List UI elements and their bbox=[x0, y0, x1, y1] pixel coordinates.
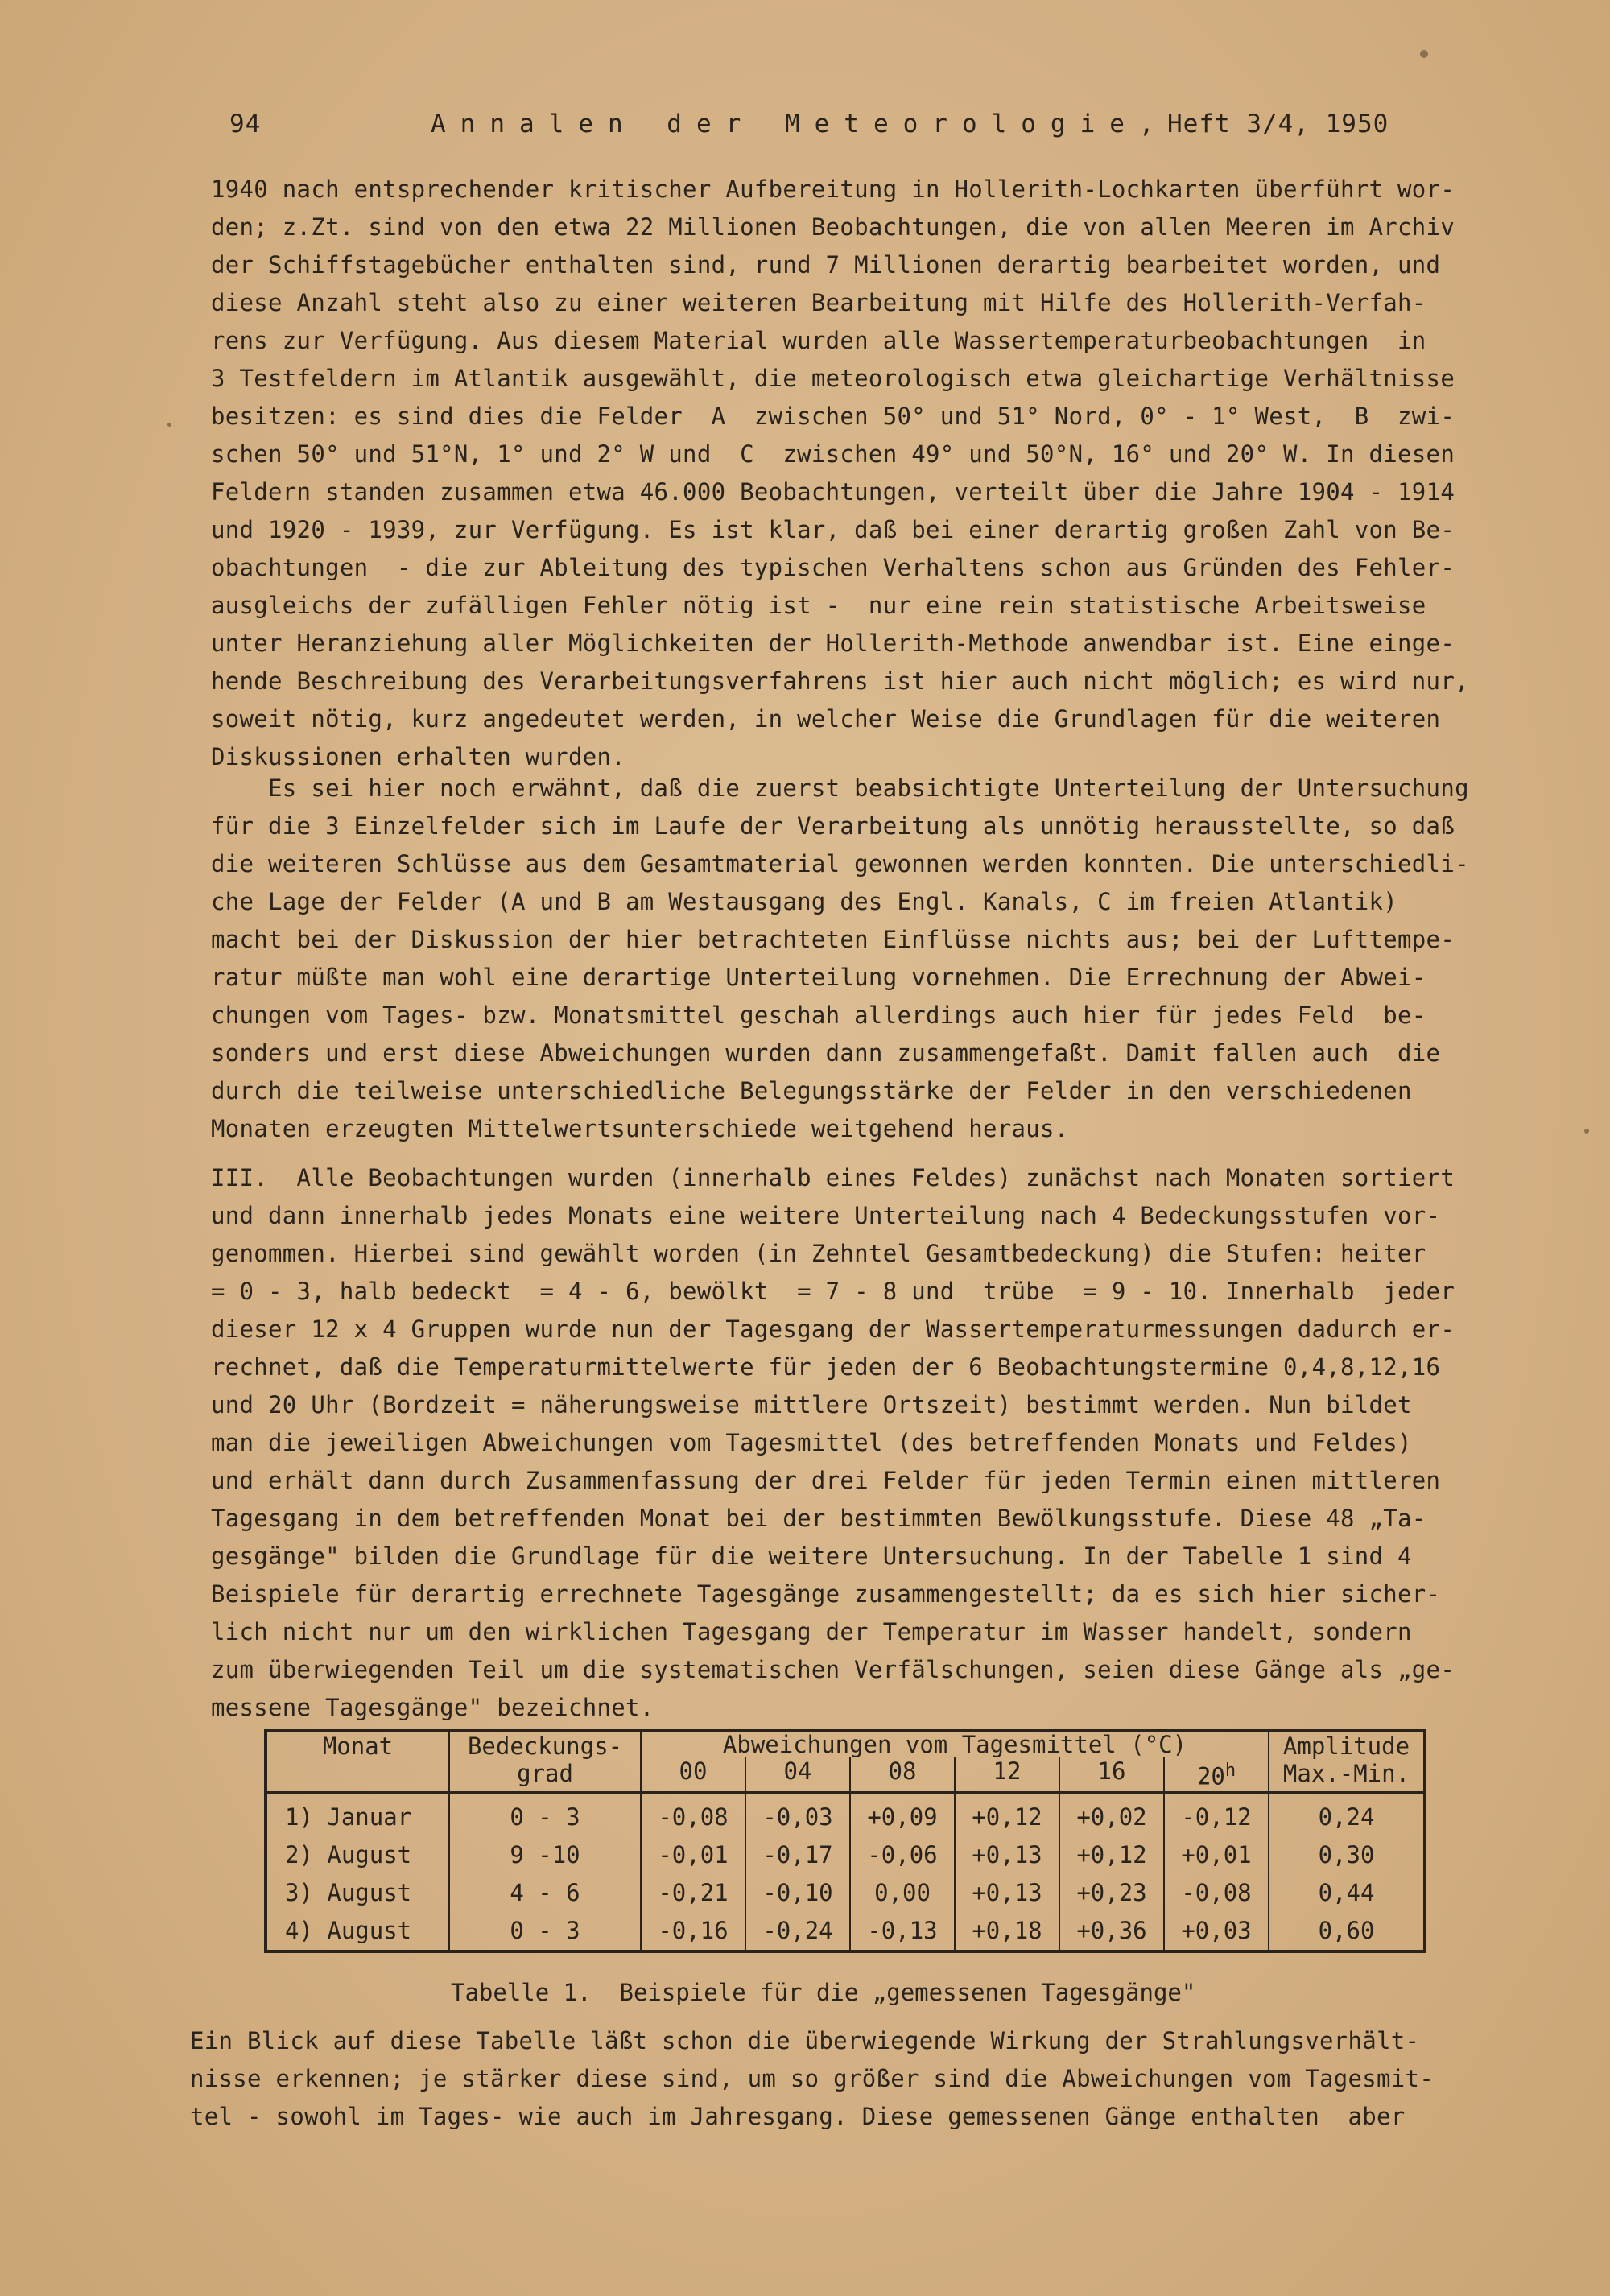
text-line: unter Heranziehung aller Möglichkeiten der Hollerith-Methode anwendbar ist. Eine einge- bbox=[211, 630, 1455, 657]
text-line: den; z.Zt. sind von den etwa 22 Millionen Beobachtungen, die von allen Meeren im Archiv bbox=[211, 213, 1455, 241]
text-line: schen 50° und 51°N, 1° und 2° W und C zwischen 49° und 50°N, 16° und 20° W. In diesen bbox=[211, 440, 1455, 468]
table-1 bbox=[264, 1729, 1426, 1953]
text-line: rens zur Verfügung. Aus diesem Material wurden alle Wassertemperaturbeobachtungen in bbox=[211, 327, 1426, 354]
text-line: gesgänge" bilden die Grundlage für die weitere Untersuchung. In der Tabelle 1 sind 4 bbox=[211, 1542, 1412, 1570]
text-line: tel - sowohl im Tages- wie auch im Jahresgang. Diese gemessenen Gänge enthalten aber bbox=[190, 2103, 1406, 2130]
header-grade-line2: grad bbox=[517, 1760, 573, 1787]
table-row bbox=[266, 1792, 1425, 1836]
text-line: sonders und erst diese Abweichungen wurden dann zusammengefaßt. Damit fallen auch die bbox=[211, 1039, 1441, 1067]
text-line: Beispiele für derartig errechnete Tagesgänge zusammengestellt; da es sich hier sicher- bbox=[211, 1580, 1441, 1608]
cell-deviation: -0,08 bbox=[1164, 1874, 1269, 1912]
text-line: und 1920 - 1939, zur Verfügung. Es ist klar, daß bei einer derartig großen Zahl von Be- bbox=[211, 516, 1455, 543]
table-body bbox=[266, 1792, 1425, 1951]
cell-amplitude: 0,30 bbox=[1269, 1836, 1425, 1874]
text-line: = 0 - 3, halb bedeckt = 4 - 6, bewölkt = 7 - 8 und trübe = 9 - 10. Innerhalb jeder bbox=[211, 1278, 1455, 1305]
text-line: messene Tagesgänge" bezeichnet. bbox=[211, 1694, 654, 1721]
page-number: 94 bbox=[229, 109, 262, 138]
cell-deviation: -0,21 bbox=[641, 1874, 745, 1912]
header-month-label: Monat bbox=[322, 1732, 394, 1760]
text-line: dieser 12 x 4 Gruppen wurde nun der Tagesgang der Wassertemperaturmessungen dadurch er- bbox=[211, 1315, 1455, 1343]
text-line: hende Beschreibung des Verarbeitungsverfahrens ist hier auch nicht möglich; es wird nur, bbox=[211, 667, 1469, 695]
text-line: III. Alle Beobachtungen wurden (innerhalb eines Feldes) zunächst nach Monaten sortiert bbox=[211, 1164, 1455, 1191]
text-line: obachtungen - die zur Ableitung des typischen Verhaltens schon aus Gründen des Fehler- bbox=[211, 554, 1455, 581]
text-line: man die jeweiligen Abweichungen vom Tagesmittel (des betreffenden Monats und Feldes) bbox=[211, 1429, 1412, 1456]
text-line: zum überwiegenden Teil um die systematischen Verfälschungen, seien diese Gänge als „ge- bbox=[211, 1656, 1455, 1683]
cell-deviation: +0,36 bbox=[1059, 1912, 1164, 1951]
cell-grade: 0 - 3 bbox=[449, 1792, 641, 1836]
text-line: für die 3 Einzelfelder sich im Laufe der Verarbeitung als unnötig herausstellte, so daß bbox=[211, 812, 1455, 840]
text-line: lich nicht nur um den wirklichen Tagesgang der Temperatur im Wasser handelt, sondern bbox=[211, 1618, 1412, 1646]
cell-deviation: +0,09 bbox=[850, 1792, 955, 1836]
text-line: durch die teilweise unterschiedliche Belegungsstärke der Felder in den verschiedenen bbox=[211, 1077, 1412, 1105]
text-line: 3 Testfeldern im Atlantik ausgewählt, die meteorologisch etwa gleichartige Verhältnisse bbox=[211, 365, 1455, 392]
table-row bbox=[266, 1874, 1425, 1912]
text-line: Tagesgang in dem betreffenden Monat bei der bestimmten Bewölkungsstufe. Diese 48 „Ta- bbox=[211, 1505, 1426, 1532]
cell-deviation: -0,16 bbox=[641, 1912, 745, 1951]
cell-deviation: +0,13 bbox=[955, 1836, 1059, 1874]
header-amplitude-line2: Max.-Min. bbox=[1282, 1760, 1410, 1787]
cell-deviation: +0,18 bbox=[955, 1912, 1059, 1951]
text-line: che Lage der Felder (A und B am Westausgang des Engl. Kanals, C im freien Atlantik) bbox=[211, 888, 1398, 915]
cell-deviation: -0,24 bbox=[745, 1912, 850, 1951]
text-line: macht bei der Diskussion der hier betrachteten Einflüsse nichts aus; bei der Lufttempe- bbox=[211, 926, 1455, 953]
header-hour bbox=[641, 1757, 745, 1792]
cell-deviation: -0,12 bbox=[1164, 1792, 1269, 1836]
cell-deviation: +0,12 bbox=[955, 1792, 1059, 1836]
table-row bbox=[266, 1912, 1425, 1951]
header-hour bbox=[850, 1757, 955, 1792]
paragraph-4 bbox=[190, 2022, 1534, 2136]
cell-grade: 0 - 3 bbox=[449, 1912, 641, 1951]
text-line: Monaten erzeugten Mittelwertsunterschiede weitgehend heraus. bbox=[211, 1115, 1069, 1142]
hour-label: 08 bbox=[888, 1757, 917, 1785]
text-line: 1940 nach entsprechender kritischer Aufbereitung in Hollerith-Lochkarten überführt wor- bbox=[211, 176, 1455, 203]
hour-label: 16 bbox=[1097, 1757, 1126, 1785]
cell-deviation: -0,10 bbox=[745, 1874, 850, 1912]
cell-deviation: -0,06 bbox=[850, 1836, 955, 1874]
cell-deviation: -0,01 bbox=[641, 1836, 745, 1874]
cell-deviation: +0,23 bbox=[1059, 1874, 1164, 1912]
cell-deviation: +0,12 bbox=[1059, 1836, 1164, 1874]
paragraph-3 bbox=[211, 1159, 1555, 1727]
text-line: und erhält dann durch Zusammenfassung der drei Felder für jeden Termin einen mittleren bbox=[211, 1467, 1441, 1494]
cell-month: 4) August bbox=[266, 1912, 449, 1951]
cell-deviation: +0,13 bbox=[955, 1874, 1059, 1912]
text-line: Es sei hier noch erwähnt, daß die zuerst beabsichtigte Unterteilung der Untersuchung bbox=[211, 774, 1469, 802]
table-caption: Tabelle 1. Beispiele für die „gemessenen Tagesgänge" bbox=[451, 1979, 1196, 2006]
header-month bbox=[266, 1731, 449, 1792]
text-line: ausgleichs der zufälligen Fehler nötig ist - nur eine rein statistische Arbeitsweise bbox=[211, 592, 1426, 619]
ink-spot bbox=[1420, 50, 1428, 58]
paragraph-1 bbox=[211, 171, 1555, 776]
ink-spot bbox=[167, 423, 171, 427]
hour-label: 12 bbox=[993, 1757, 1022, 1785]
journal-title: Annalen der Meteorologie, bbox=[431, 109, 1169, 138]
cell-deviation: -0,08 bbox=[641, 1792, 745, 1836]
cell-deviation: +0,01 bbox=[1164, 1836, 1269, 1874]
header-hour bbox=[1059, 1757, 1164, 1792]
text-line: chungen vom Tages- bzw. Monatsmittel geschah allerdings auch hier für jedes Feld be- bbox=[211, 1001, 1426, 1029]
text-line: diese Anzahl steht also zu einer weiteren Bearbeitung mit Hilfe des Hollerith-Verfah- bbox=[211, 289, 1426, 316]
text-line: der Schiffstagebücher enthalten sind, rund 7 Millionen derartig bearbeitet worden, und bbox=[211, 251, 1441, 279]
text-line: rechnet, daß die Temperaturmittelwerte für jeden der 6 Beobachtungstermine 0,4,8,12,16 bbox=[211, 1353, 1441, 1381]
cell-deviation: 0,00 bbox=[850, 1874, 955, 1912]
cell-month: 3) August bbox=[266, 1874, 449, 1912]
paragraph-2 bbox=[211, 770, 1555, 1148]
cell-grade: 9 -10 bbox=[449, 1836, 641, 1874]
text-line: Diskussionen erhalten wurden. bbox=[211, 743, 626, 770]
header-hour bbox=[745, 1757, 850, 1792]
cell-grade: 4 - 6 bbox=[449, 1874, 641, 1912]
cell-deviation: +0,03 bbox=[1164, 1912, 1269, 1951]
cell-amplitude: 0,44 bbox=[1269, 1874, 1425, 1912]
ink-spot bbox=[1584, 1129, 1589, 1134]
header-grade bbox=[449, 1731, 641, 1792]
text-line: Feldern standen zusammen etwa 46.000 Beobachtungen, verteilt über die Jahre 1904 - 1914 bbox=[211, 478, 1455, 506]
header-amplitude-line1: Amplitude bbox=[1282, 1732, 1410, 1760]
header-hour bbox=[1164, 1757, 1269, 1792]
text-line: und dann innerhalb jedes Monats eine weitere Unterteilung nach 4 Bedeckungsstufen vor- bbox=[211, 1202, 1441, 1229]
hour-label: 04 bbox=[783, 1757, 812, 1785]
cell-month: 1) Januar bbox=[266, 1792, 449, 1836]
text-line: genommen. Hierbei sind gewählt worden (in Zehntel Gesamtbedeckung) die Stufen: heiter bbox=[211, 1240, 1426, 1267]
cell-deviation: -0,17 bbox=[745, 1836, 850, 1874]
cell-amplitude: 0,24 bbox=[1269, 1792, 1425, 1836]
hour-label: 20 bbox=[1196, 1762, 1225, 1790]
cell-deviation: -0,03 bbox=[745, 1792, 850, 1836]
header-grade-line1: Bedeckungs- bbox=[467, 1732, 623, 1760]
hour-label: 00 bbox=[679, 1757, 708, 1785]
measured-daily-cycles-table bbox=[264, 1729, 1426, 1953]
cell-deviation: +0,02 bbox=[1059, 1792, 1164, 1836]
text-line: soweit nötig, kurz angedeutet werden, in welcher Weise die Grundlagen für die weiteren bbox=[211, 705, 1441, 733]
table-row bbox=[266, 1836, 1425, 1874]
text-line: nisse erkennen; je stärker diese sind, um so größer sind die Abweichungen vom Tagesmit- bbox=[190, 2065, 1435, 2092]
text-line: ratur müßte man wohl eine derartige Unterteilung vornehmen. Die Errechnung der Abwei- bbox=[211, 964, 1426, 991]
text-line: und 20 Uhr (Bordzeit = näherungsweise mittlere Ortszeit) bestimmt werden. Nun bildet bbox=[211, 1391, 1412, 1418]
header-deviations: Abweichungen vom Tagesmittel (°C) bbox=[641, 1731, 1269, 1757]
text-line: die weiteren Schlüsse aus dem Gesamtmaterial gewonnen werden konnten. Die unterschiedli- bbox=[211, 850, 1469, 878]
cell-amplitude: 0,60 bbox=[1269, 1912, 1425, 1951]
header-amplitude bbox=[1269, 1731, 1425, 1792]
text-line: besitzen: es sind dies die Felder A zwischen 50° und 51° Nord, 0° - 1° West, B zwi- bbox=[211, 403, 1455, 430]
header-hour bbox=[955, 1757, 1059, 1792]
text-line: Ein Blick auf diese Tabelle läßt schon die überwiegende Wirkung der Strahlungsverhält- bbox=[190, 2027, 1420, 2054]
hour-unit: h bbox=[1224, 1761, 1236, 1781]
cell-deviation: -0,13 bbox=[850, 1912, 955, 1951]
issue-info: Heft 3/4, 1950 bbox=[1167, 109, 1389, 138]
cell-month: 2) August bbox=[266, 1836, 449, 1874]
